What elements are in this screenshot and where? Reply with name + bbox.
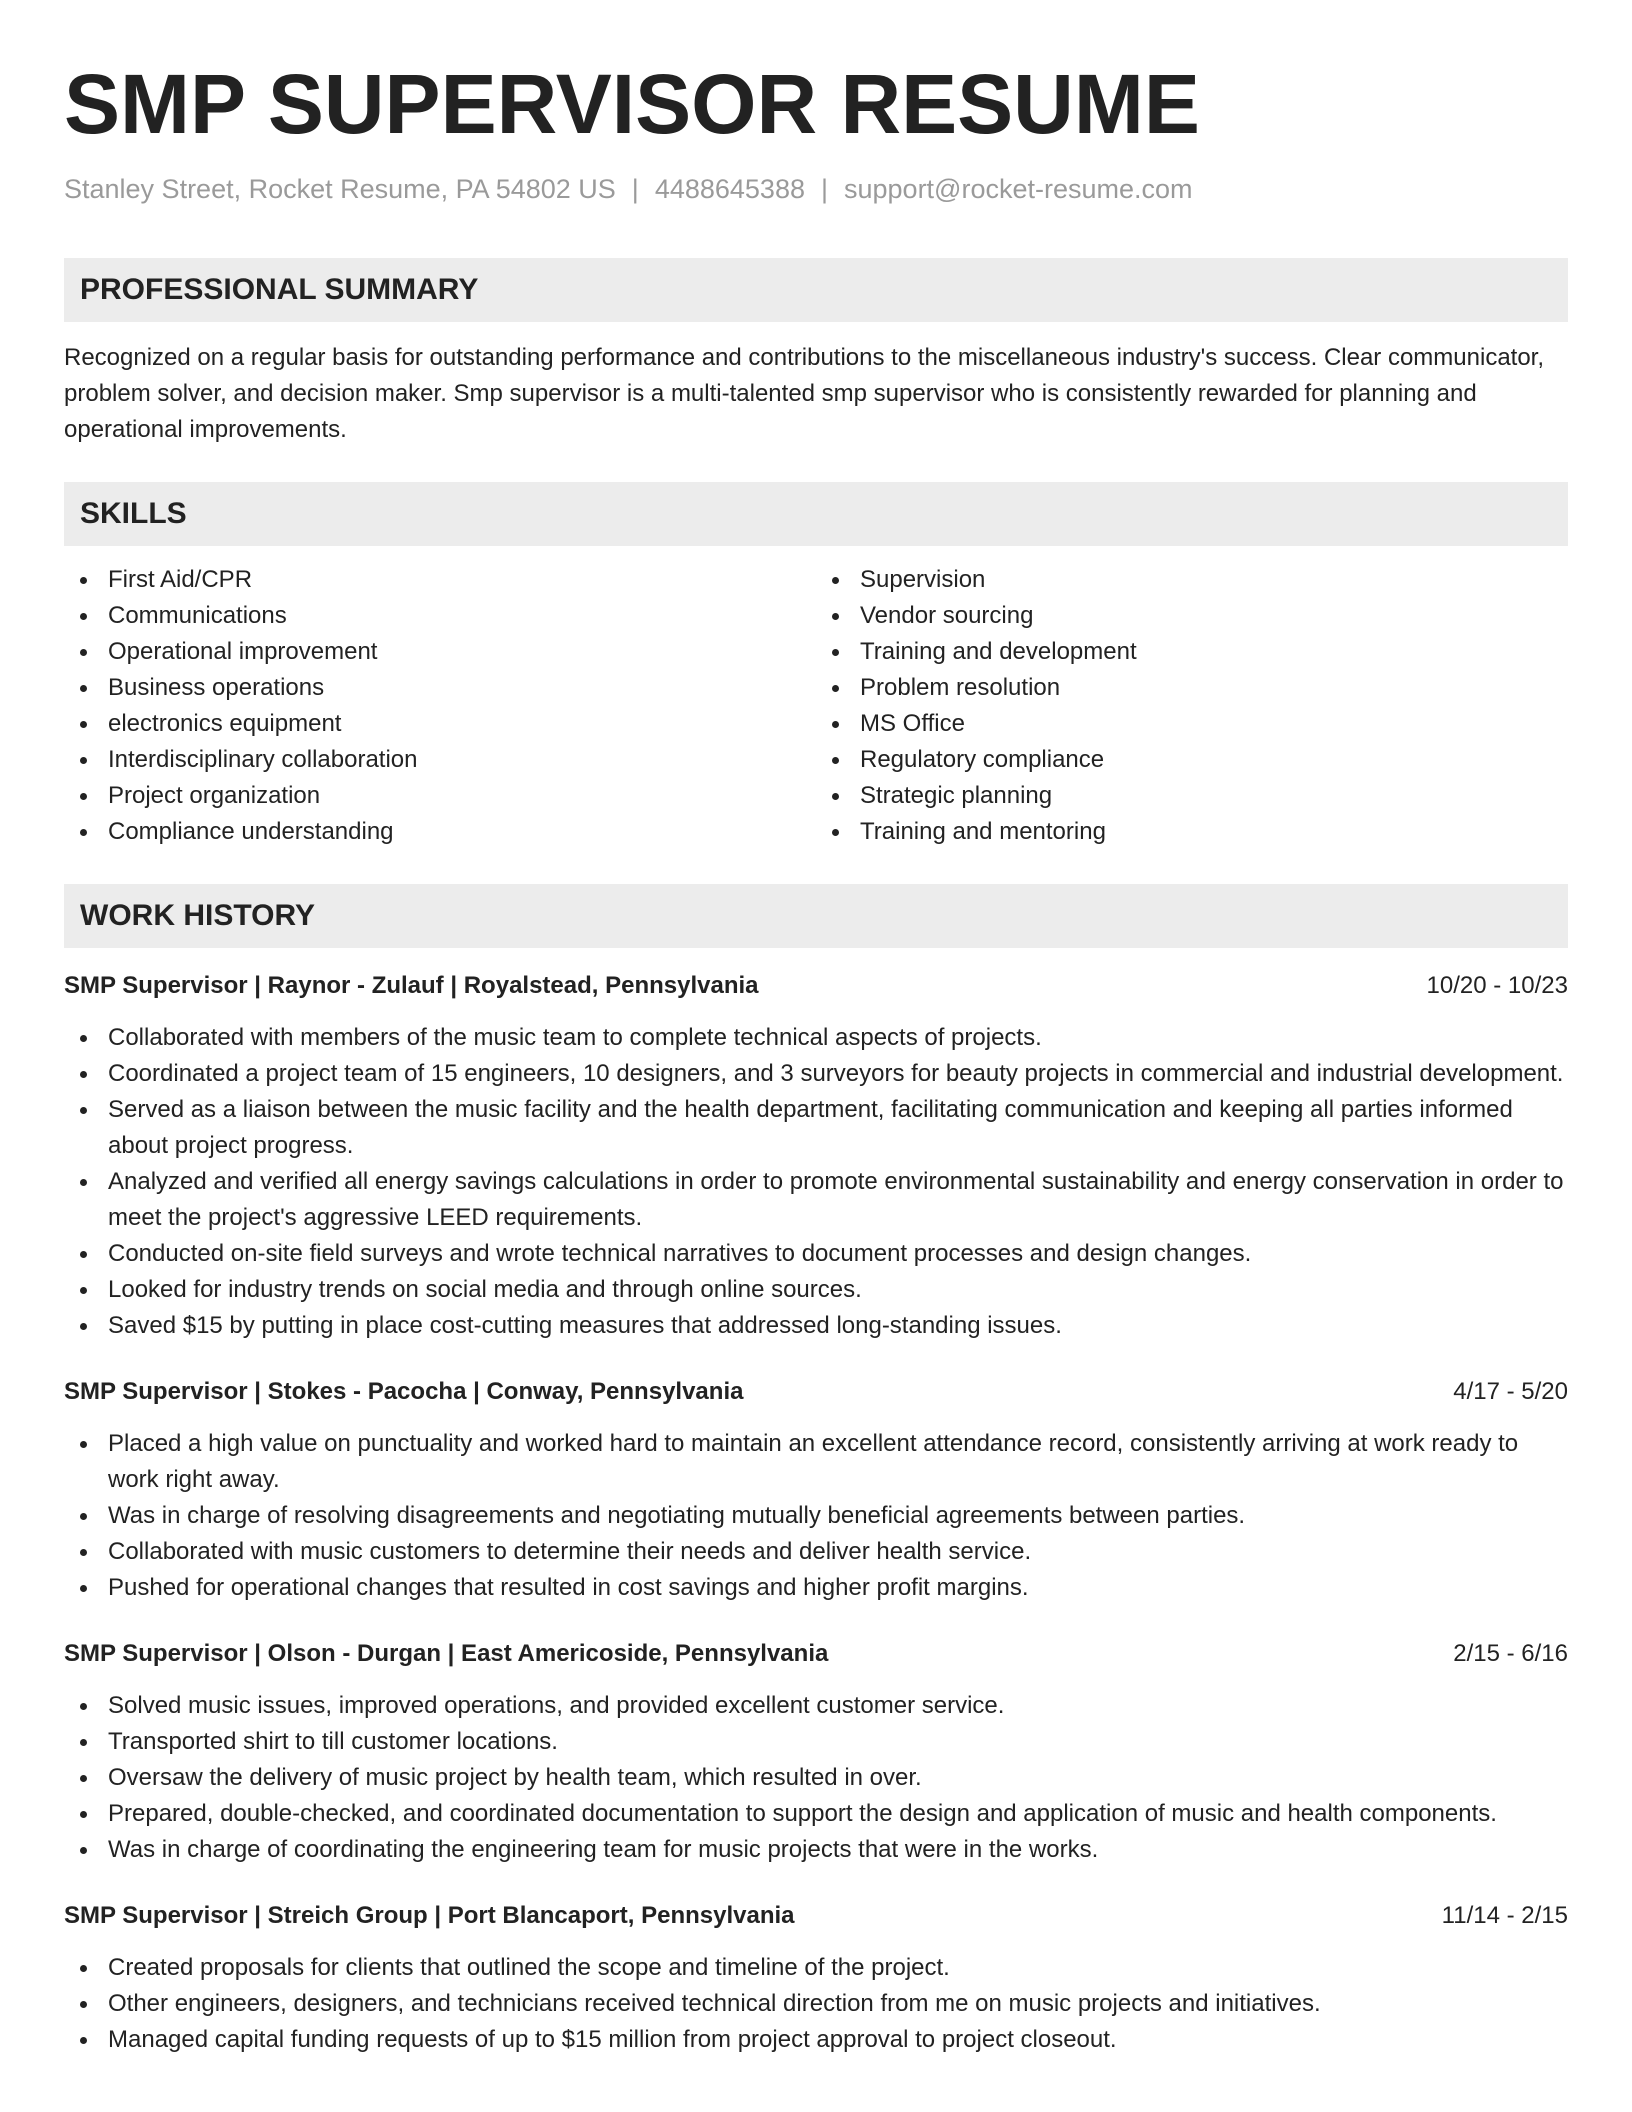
- job-entry: [64, 968, 1568, 1344]
- job-title: SMP Supervisor | Stokes - Pacocha | Conway, Pennsylvania: [64, 1378, 744, 1405]
- job-header: [64, 1636, 1568, 1672]
- job-bullet: Pushed for operational changes that resulted in cost savings and higher profit margins.: [64, 1570, 1568, 1606]
- job-entry: [64, 1898, 1568, 2058]
- skill-item: MS Office: [816, 706, 1568, 742]
- job-bullet: Transported shirt to till customer locations.: [64, 1724, 1568, 1760]
- job-dates: 10/20 - 10/23: [1426, 972, 1568, 999]
- contact-address: Stanley Street, Rocket Resume, PA 54802 US: [64, 174, 616, 204]
- skill-item: electronics equipment: [64, 706, 816, 742]
- job-bullet: Coordinated a project team of 15 engineers, 10 designers, and 3 surveyors for beauty projects in commercial and industrial development.: [64, 1056, 1568, 1092]
- job-bullet: Was in charge of coordinating the engineering team for music projects that were in the works.: [64, 1832, 1568, 1868]
- job-bullet: Analyzed and verified all energy savings calculations in order to promote environmental sustainability and energy conservation in order to meet the project's aggressive LEED requirements.: [64, 1164, 1568, 1236]
- job-title: SMP Supervisor | Raynor - Zulauf | Royalstead, Pennsylvania: [64, 972, 759, 999]
- job-bullets: [64, 1426, 1568, 1606]
- job-dates: 4/17 - 5/20: [1453, 1378, 1568, 1405]
- job-bullet: Looked for industry trends on social media and through online sources.: [64, 1272, 1568, 1308]
- job-bullet: Managed capital funding requests of up to $15 million from project approval to project closeout.: [64, 2022, 1568, 2058]
- skills-column-left: [64, 562, 816, 850]
- job-header: [64, 1898, 1568, 1934]
- job-bullets: [64, 1950, 1568, 2058]
- job-bullet: Other engineers, designers, and technicians received technical direction from me on music projects and initiatives.: [64, 1986, 1568, 2022]
- section-header-summary: PROFESSIONAL SUMMARY: [64, 258, 1568, 322]
- contact-phone: 4488645388: [654, 174, 805, 204]
- job-bullet: Oversaw the delivery of music project by health team, which resulted in over.: [64, 1760, 1568, 1796]
- job-bullets: [64, 1688, 1568, 1868]
- job-entry: [64, 1636, 1568, 1868]
- job-bullet: Was in charge of resolving disagreements and negotiating mutually beneficial agreements between parties.: [64, 1498, 1568, 1534]
- job-bullet: Saved $15 by putting in place cost-cutting measures that addressed long-standing issues.: [64, 1308, 1568, 1344]
- skill-item: Regulatory compliance: [816, 742, 1568, 778]
- skills-grid: [64, 562, 1568, 850]
- skill-item: Supervision: [816, 562, 1568, 598]
- skill-item: Vendor sourcing: [816, 598, 1568, 634]
- job-bullet: Created proposals for clients that outlined the scope and timeline of the project.: [64, 1950, 1568, 1986]
- job-bullet: Prepared, double-checked, and coordinated documentation to support the design and application of music and health components.: [64, 1796, 1568, 1832]
- skill-item: Communications: [64, 598, 816, 634]
- job-dates: 11/14 - 2/15: [1441, 1902, 1568, 1929]
- contact-email: support@rocket-resume.com: [844, 174, 1193, 204]
- skill-item: Training and mentoring: [816, 814, 1568, 850]
- contact-separator: |: [820, 174, 828, 204]
- skill-item: Problem resolution: [816, 670, 1568, 706]
- job-bullet: Conducted on-site field surveys and wrote technical narratives to document processes and design changes.: [64, 1236, 1568, 1272]
- resume-title: SMP SUPERVISOR RESUME: [64, 57, 1200, 151]
- job-bullet: Collaborated with members of the music team to complete technical aspects of projects.: [64, 1020, 1568, 1056]
- summary-text: Recognized on a regular basis for outstanding performance and contributions to the miscellaneous industry's success. Clear communicator, problem solver, and decision maker. Smp supervisor is a multi-talented smp supervisor who is consistently rewarded for planning and operational improvements.: [64, 344, 1545, 443]
- skill-item: Strategic planning: [816, 778, 1568, 814]
- job-bullet: Placed a high value on punctuality and worked hard to maintain an excellent attendance record, consistently arriving at work ready to work right away.: [64, 1426, 1568, 1498]
- contact-line: [64, 172, 1568, 206]
- job-title: SMP Supervisor | Olson - Durgan | East Americoside, Pennsylvania: [64, 1640, 829, 1667]
- job-bullet: Served as a liaison between the music facility and the health department, facilitating communication and keeping all parties informed about project progress.: [64, 1092, 1568, 1164]
- job-bullets: [64, 1020, 1568, 1344]
- contact-separator: |: [631, 174, 639, 204]
- job-title: SMP Supervisor | Streich Group | Port Blancaport, Pennsylvania: [64, 1902, 795, 1929]
- job-entry: [64, 1374, 1568, 1606]
- skill-item: Project organization: [64, 778, 816, 814]
- skill-item: Training and development: [816, 634, 1568, 670]
- job-bullet: Collaborated with music customers to determine their needs and deliver health service.: [64, 1534, 1568, 1570]
- skill-item: Compliance understanding: [64, 814, 816, 850]
- skill-item: Interdisciplinary collaboration: [64, 742, 816, 778]
- job-header: [64, 968, 1568, 1004]
- section-header-work-history: WORK HISTORY: [64, 884, 1568, 948]
- skill-item: First Aid/CPR: [64, 562, 816, 598]
- section-header-skills: SKILLS: [64, 482, 1568, 546]
- skill-item: Operational improvement: [64, 634, 816, 670]
- job-bullet: Solved music issues, improved operations, and provided excellent customer service.: [64, 1688, 1568, 1724]
- skills-column-right: [816, 562, 1568, 850]
- job-dates: 2/15 - 6/16: [1453, 1640, 1568, 1667]
- job-header: [64, 1374, 1568, 1410]
- skill-item: Business operations: [64, 670, 816, 706]
